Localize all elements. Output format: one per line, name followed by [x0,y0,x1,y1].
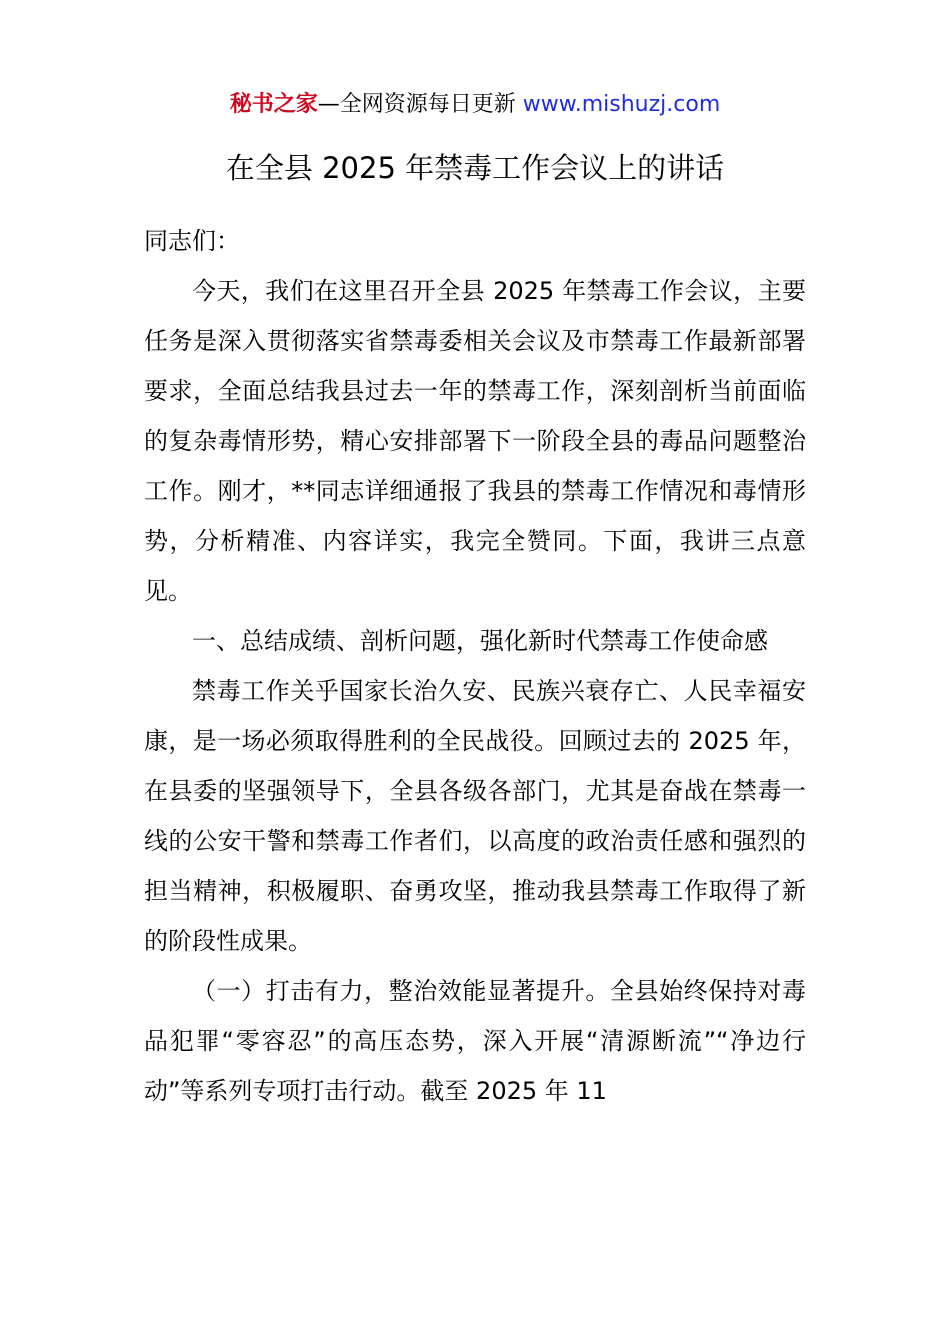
salutation: 同志们： [144,227,240,255]
document-body [144,216,806,1116]
site-banner [0,88,950,122]
brand-name: 秘书之家 [229,92,318,117]
site-url-link[interactable]: www.mishuzj.com [522,92,721,117]
section-heading-1: 一、总结成绩、剖析问题，强化新时代禁毒工作使命感 [192,627,768,655]
banner-tagline: —全网资源每日更新 [317,92,523,117]
paragraph-subsection-1: （一）打击有力，整治效能显著提升。全县始终保持对毒品犯罪“零容忍”的高压态势，深入开展“清源断流”“净边行动”等系列专项打击行动。截至 2025 年 11 [144,977,806,1105]
document-title: 在全县 2025 年禁毒工作会议上的讲话 [225,151,725,185]
paragraph-intro: 今天，我们在这里召开全县 2025 年禁毒工作会议，主要任务是深入贯彻落实省禁毒委相关会议及市禁毒工作最新部署要求，全面总结我县过去一年的禁毒工作，深刻剖析当前面临的复杂毒情形势，精心安排部署下一阶段全县的毒品问题整治工作。刚才，**同志详细通报了我县的禁毒工作情况和毒情形势，分析精准、内容详实，我完全赞同。下面，我讲三点意见。 [144,277,806,605]
paragraph-review: 禁毒工作关乎国家长治久安、民族兴衰存亡、人民幸福安康，是一场必须取得胜利的全民战役。回顾过去的 2025 年，在县委的坚强领导下，全县各级各部门，尤其是奋战在禁毒一线的公安干警和禁毒工作者们，以高度的政治责任感和强烈的担当精神，积极履职、奋勇攻坚，推动我县禁毒工作取得了新的阶段性成果。 [144,677,806,955]
